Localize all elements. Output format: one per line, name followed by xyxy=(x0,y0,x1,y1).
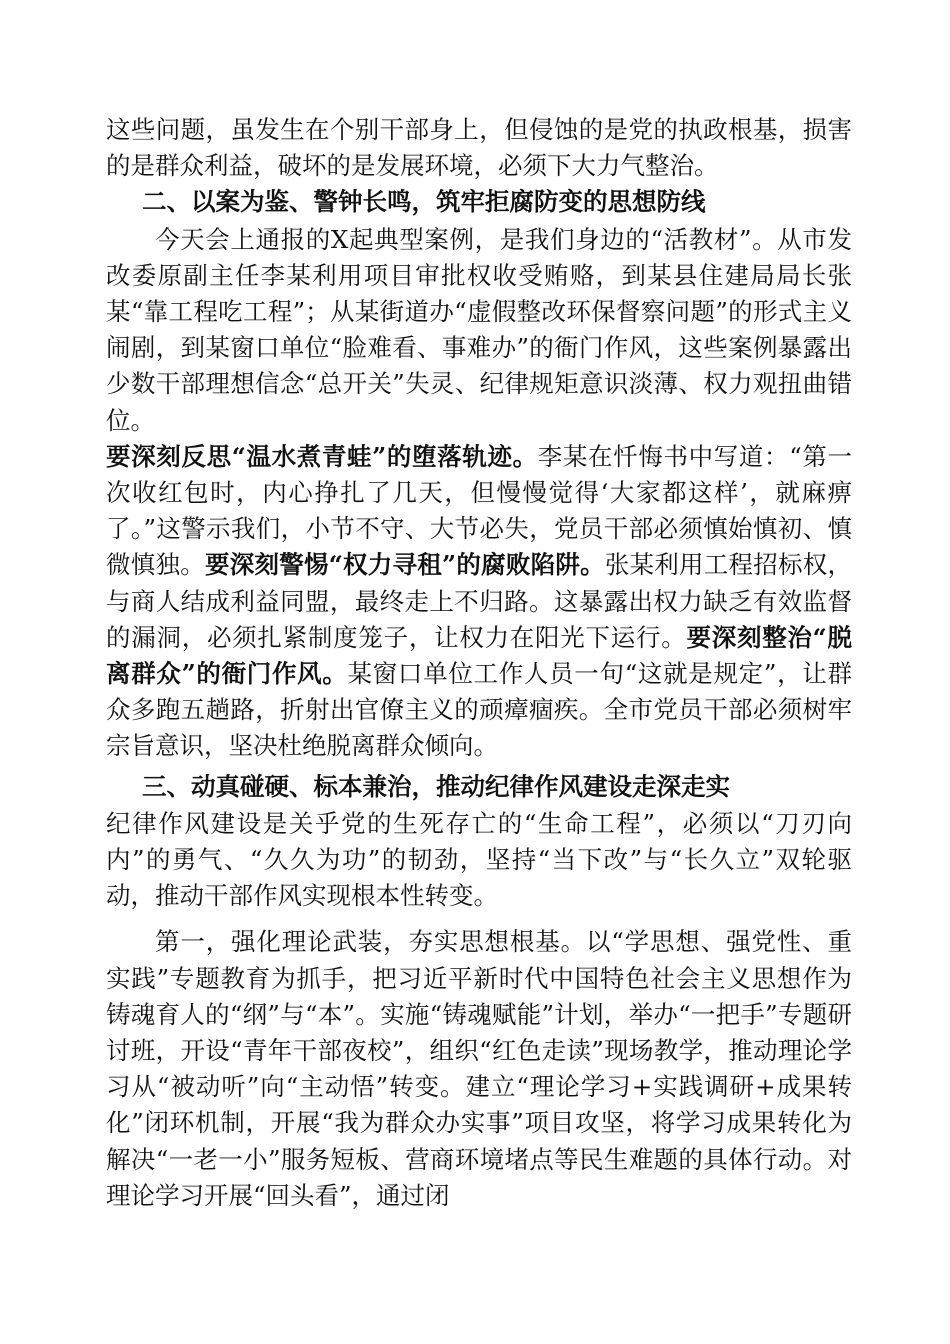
paragraph-first-measure: 第一，强化理论武装，夯实思想根基。以“学思想、强党性、重实践”专题教育为抓手，把习近平新时代中国特色社会主义思想作为铸魂育人的“纲”与“本”。实施“铸魂赋能”计划，举办“一把手”专题研讨班，开设“青年干部夜校”，组织“红色走读”现场教学，推动理论学习从“被动听”向“主动悟”转变。建立“理论学习+实践调研+成果转化”闭环机制，开展“我为群众办实事”项目攻坚，将学习成果转化为解决“一老一小”服务短板、营商环境堵点等民生难题的具体行动。对理论学习开展“回头看”，通过闭 xyxy=(106,927,852,1210)
paragraph-text-bidding: 张某利用工程招标权，与商人结成利益同盟，最终走上不归路。这暴露出权力缺乏有效监督的漏洞，必须扎紧制度笼子，让权力在阳光下运行。 xyxy=(106,550,853,652)
paragraph-cases-overview: 今天会上通报的X起典型案例，是我们身边的“活教材”。从市发改委原副主任李某利用项目审批权收受贿赂，到某县住建局局长张某“靠工程吃工程”；从某街道办“虚假整改环保督察问题”的形式主义闹剧，到某窗口单位“脸难看、事难办”的衙门作风，这些案例暴露出少数干部理想信念“总开关”失灵、纪律规矩意识淡薄、权力观扭曲错位。 xyxy=(106,224,852,435)
paragraph-reflections xyxy=(106,439,852,765)
emphasis-reflect-boiling-frog: 要深刻反思“温水煮青蛙”的堕落轨迹。 xyxy=(106,441,538,471)
emphasis-power-rent-seeking: 要深刻警惕“权力寻租”的腐败陷阱。 xyxy=(204,550,605,580)
paragraph-discipline-intro: 纪律作风建设是关乎党的生死存亡的“生命工程”，必须以“刀刃向内”的勇气、“久久为功”的韧劲，坚持“当下改”与“长久立”双轮驱动，推动干部作风实现根本性转变。 xyxy=(106,808,852,911)
paragraph-text-window-unit: 某窗口单位工作人员一句“这就是规定”，让群众多跑五趟路，折射出官僚主义的顽瘴痼疾。全市党员干部必须树牢宗旨意识，坚决杜绝脱离群众倾向。 xyxy=(106,659,852,761)
paragraph-text-confession: 李某在忏悔书中写道：“第一次收红包时，内心挣扎了几天，但慢慢觉得‘大家都这样’，就麻痹了。”这警示我们，小节不守、大节必失，党员干部必须慎始慎初、慎微慎独。 xyxy=(106,441,853,580)
section-heading-2: 二、以案为鉴、警钟长鸣，筑牢拒腐防变的思想防线 xyxy=(142,187,706,217)
section-heading-3: 三、动真碰硬、标本兼治，推动纪律作风建设走深走实 xyxy=(142,771,730,801)
paragraph-intro-conclusion: 这些问题，虽发生在个别干部身上，但侵蚀的是党的执政根基，损害的是群众利益，破坏的是发展环境，必须下大力气整治。 xyxy=(106,115,852,181)
document-page xyxy=(106,112,852,1214)
emphasis-bureaucratic-style: 要深刻整治“脱离群众”的衙门作风。 xyxy=(106,622,853,689)
